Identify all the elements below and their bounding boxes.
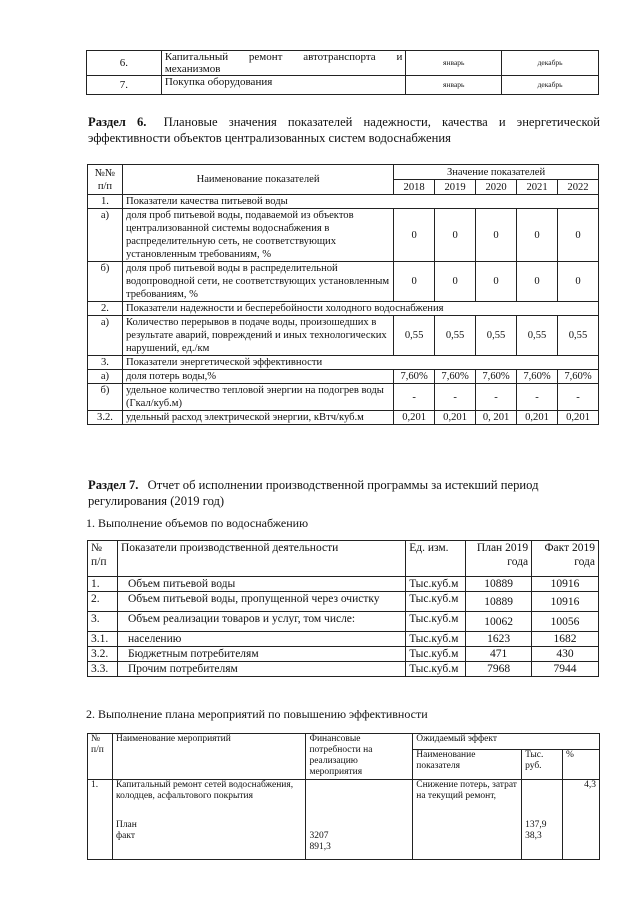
indicators-table	[87, 164, 599, 425]
value-cell: 0,201	[517, 411, 558, 425]
plan-finance: 3207	[309, 831, 329, 841]
table-row	[88, 262, 599, 302]
col-header-num: № п/п	[88, 734, 113, 780]
plan-cell: 10062	[466, 612, 532, 632]
finance-cell	[306, 780, 413, 860]
row-number: 3.	[88, 356, 123, 370]
row-number: а)	[88, 209, 123, 262]
row-number: 1.	[88, 195, 123, 209]
value-cell: 0,201	[394, 411, 435, 425]
row-number: 1.	[88, 780, 113, 860]
value-cell: -	[476, 384, 517, 411]
fact-cell: 7944	[532, 662, 599, 677]
col-header-name: Наименование показателей	[122, 165, 393, 195]
value-cell: 0,201	[558, 411, 599, 425]
col-header-num: № п/п	[88, 541, 118, 577]
col-header-num: №№ п/п	[88, 165, 123, 195]
indicator-name: Количество перерывов в подаче воды, произошедших в результате аварий, повреждений и иных технологических нарушений, ед./км	[122, 316, 393, 356]
section7-heading	[88, 477, 600, 509]
indicator-name: Прочим потребителям	[117, 662, 405, 677]
plan-cell: 10889	[466, 577, 532, 592]
indicator-name: доля проб питьевой воды, подаваемой из объектов централизованной системы водоснабжения в распределительную сеть, не соответствующих установленным требованиям, %	[122, 209, 393, 262]
fact-cell: 10916	[532, 577, 599, 592]
unit-cell: Тыс.куб.м	[406, 592, 466, 612]
col-header-thous: Тыс. руб.	[522, 750, 563, 780]
value-cell: 0	[558, 209, 599, 262]
measures-table	[87, 733, 600, 860]
value-cell: 0	[394, 209, 435, 262]
group-title: Показатели качества питьевой воды	[122, 195, 598, 209]
value-cell: 0	[435, 262, 476, 302]
thous-fact: 38,3	[525, 831, 542, 841]
year-header: 2019	[435, 180, 476, 195]
table-row	[88, 411, 599, 425]
col-header-unit: Ед. изм.	[406, 541, 466, 577]
table-row	[88, 592, 599, 612]
row-number: 3.2.	[88, 411, 123, 425]
plan-cell: 471	[466, 647, 532, 662]
value-cell: 0,55	[394, 316, 435, 356]
group-title: Показатели энергетической эффективности	[122, 356, 598, 370]
value-cell: -	[558, 384, 599, 411]
table-row	[88, 612, 599, 632]
table-row	[87, 76, 599, 95]
value-cell: 0,55	[435, 316, 476, 356]
row-number: 3.2.	[88, 647, 118, 662]
plan-label: План	[115, 820, 137, 830]
year-header: 2018	[394, 180, 435, 195]
col-header-effect: Ожидаемый эффект	[413, 734, 600, 750]
plan-cell: 10889	[466, 592, 532, 612]
value-cell: 0	[476, 262, 517, 302]
indicator-name: населению	[117, 632, 405, 647]
table-row	[88, 356, 599, 370]
measure-name: Капитальный ремонт сетей водоснабжения, колодцев, асфальтового покрытия	[115, 780, 294, 801]
col-header-name: Показатели производственной деятельности	[117, 541, 405, 577]
value-cell: 0	[435, 209, 476, 262]
value-cell: 7,60%	[517, 370, 558, 384]
table-row	[88, 577, 599, 592]
fact-finance: 891,3	[309, 842, 331, 852]
measure-cell	[112, 780, 306, 860]
indicator-name: Бюджетным потребителям	[117, 647, 405, 662]
value-cell: 0,55	[558, 316, 599, 356]
row-number: а)	[88, 370, 123, 384]
subsection1-title: 1. Выполнение объемов по водоснабжению	[86, 516, 309, 530]
unit-cell: Тыс.куб.м	[406, 632, 466, 647]
section6-label: Раздел 6.	[88, 115, 147, 129]
pct-cell: 4,3	[563, 780, 600, 860]
table-row	[88, 632, 599, 647]
value-cell: 0	[394, 262, 435, 302]
indicator-name: удельное количество тепловой энергии на подогрев воды (Гкал/куб.м)	[122, 384, 393, 411]
col-header-plan: План 2019 года	[466, 541, 532, 577]
value-cell: 7,60%	[476, 370, 517, 384]
value-cell: 0	[558, 262, 599, 302]
fact-cell: 430	[532, 647, 599, 662]
indicator-name: Объем реализации товаров и услуг, том числе:	[117, 612, 405, 632]
table-row	[88, 195, 599, 209]
indicator-name: удельный расход электрической энергии, кВтч/куб.м	[122, 411, 393, 425]
table-row	[87, 51, 599, 76]
value-cell: 0	[476, 209, 517, 262]
thous-plan: 137,9	[525, 820, 547, 830]
row-number: 7.	[87, 76, 162, 95]
table-row	[88, 316, 599, 356]
section7-label: Раздел 7.	[88, 478, 139, 492]
row-number: 3.	[88, 612, 118, 632]
value-cell: 0,201	[435, 411, 476, 425]
row-number: 1.	[88, 577, 118, 592]
value-cell: -	[435, 384, 476, 411]
section6-title: Плановые значения показателей надежности, качества и энергетической эффективности объектов централизованных систем водоснабжения	[88, 115, 600, 145]
year-header: 2021	[517, 180, 558, 195]
unit-cell: Тыс.куб.м	[406, 647, 466, 662]
indicator-name: Объем питьевой воды	[117, 577, 405, 592]
row-number: 3.1.	[88, 632, 118, 647]
value-cell: 7,60%	[435, 370, 476, 384]
col-header-finance: Финансовые потребности на реализацию мероприятия	[306, 734, 413, 780]
fact-cell: 1682	[532, 632, 599, 647]
thous-cell	[522, 780, 563, 860]
value-cell: 0,55	[476, 316, 517, 356]
row-number: 2.	[88, 592, 118, 612]
table-row	[88, 370, 599, 384]
end-month: декабрь	[502, 76, 599, 95]
row-number: 2.	[88, 302, 123, 316]
value-cell: 7,60%	[558, 370, 599, 384]
subsection2-title: 2. Выполнение плана мероприятий по повышению эффективности	[86, 707, 428, 721]
year-header: 2020	[476, 180, 517, 195]
unit-cell: Тыс.куб.м	[406, 612, 466, 632]
table-row	[88, 780, 600, 860]
activity-name: Капитальный ремонт автотранспорта и механизмов	[161, 51, 406, 76]
fact-cell: 10916	[532, 592, 599, 612]
value-cell: 0	[517, 262, 558, 302]
col-header-effect-name: Наименование показателя	[413, 750, 522, 780]
group-title: Показатели надежности и бесперебойности холодного водоснабжения	[122, 302, 598, 316]
table-row	[88, 662, 599, 677]
row-number: 6.	[87, 51, 162, 76]
col-header-pct: %	[563, 750, 600, 780]
indicator-name: доля потерь воды,%	[122, 370, 393, 384]
fact-cell: 10056	[532, 612, 599, 632]
value-cell: 0, 201	[476, 411, 517, 425]
table-row	[88, 209, 599, 262]
indicator-name: доля проб питьевой воды в распределительной водопроводной сети, не соответствующих установленным требованиям, %	[122, 262, 393, 302]
col-header-name: Наименование мероприятий	[112, 734, 306, 780]
end-month: декабрь	[502, 51, 599, 76]
section7-title: Отчет об исполнении производственной программы за истекший период регулирования (2019 год)	[88, 478, 539, 508]
row-number: б)	[88, 262, 123, 302]
effect-name: Снижение потерь, затрат на текущий ремонт,	[413, 780, 522, 860]
table-row	[88, 647, 599, 662]
fact-label: факт	[115, 831, 135, 841]
volumes-table	[87, 540, 599, 677]
section6-heading	[88, 114, 600, 146]
activity-name: Покупка оборудования	[161, 76, 406, 95]
plan-cell: 1623	[466, 632, 532, 647]
row-number: б)	[88, 384, 123, 411]
unit-cell: Тыс.куб.м	[406, 662, 466, 677]
row-number: а)	[88, 316, 123, 356]
value-cell: 0	[517, 209, 558, 262]
plan-cell: 7968	[466, 662, 532, 677]
year-header: 2022	[558, 180, 599, 195]
value-cell: -	[394, 384, 435, 411]
col-header-fact: Факт 2019 года	[532, 541, 599, 577]
value-cell: 7,60%	[394, 370, 435, 384]
unit-cell: Тыс.куб.м	[406, 577, 466, 592]
start-month: январь	[406, 76, 502, 95]
value-cell: 0,55	[517, 316, 558, 356]
value-cell: -	[517, 384, 558, 411]
table-row	[88, 384, 599, 411]
activities-table	[86, 50, 599, 95]
table-row	[88, 302, 599, 316]
row-number: 3.3.	[88, 662, 118, 677]
col-header-values: Значение показателей	[394, 165, 599, 180]
start-month: январь	[406, 51, 502, 76]
indicator-name: Объем питьевой воды, пропущенной через очистку	[117, 592, 405, 612]
